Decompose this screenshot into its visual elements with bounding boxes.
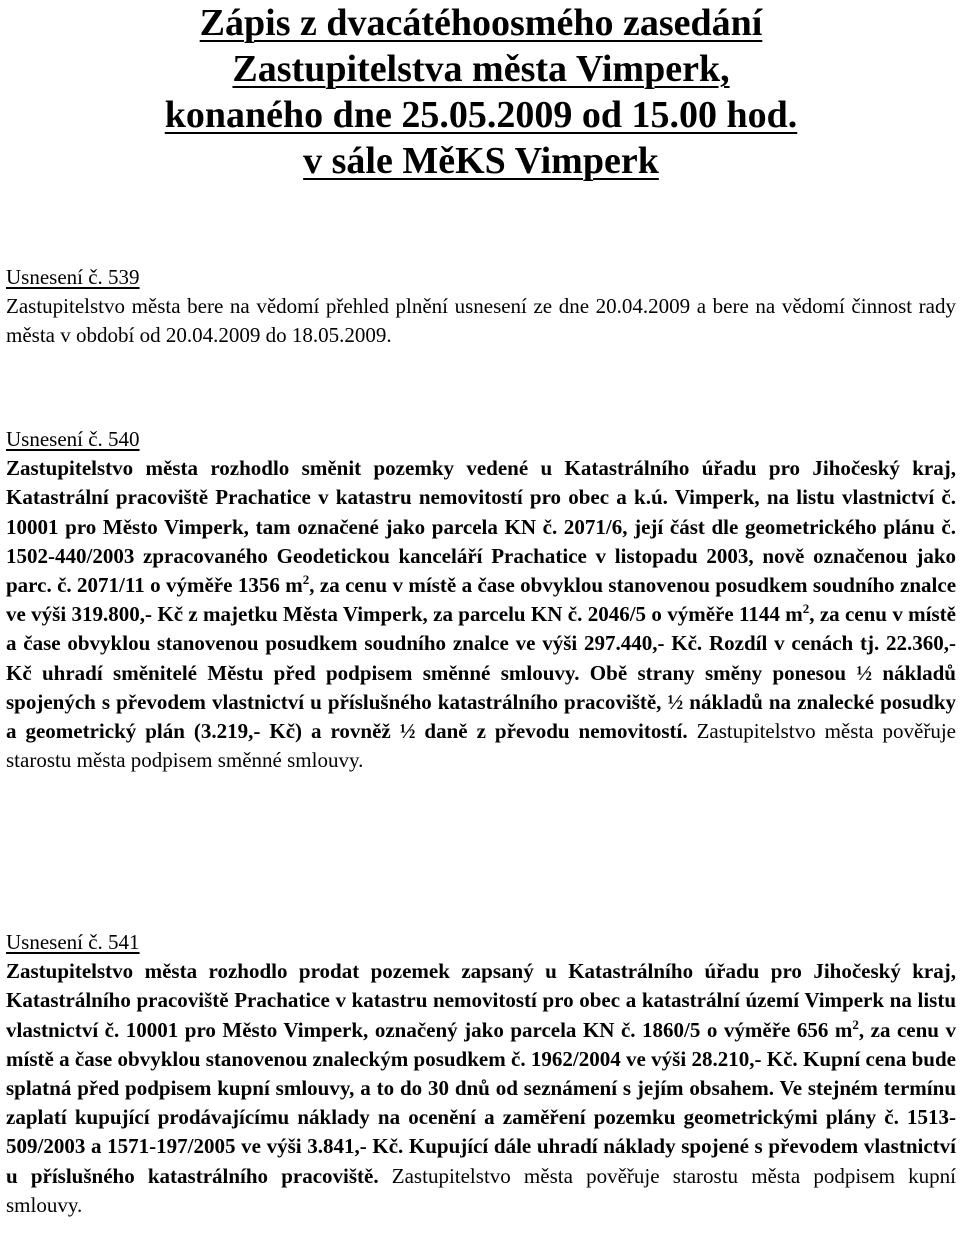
resolution-heading: Usnesení č. 540 [6,427,140,451]
resolution-text: , za cenu v místě a čase obvyklou stanovenou posudkem soudního znalce ve výši 297.440,- Kč. Rozdíl v cenách tj. 22.360,- Kč uhradí směnitelé Městu před podpisem směnné smlouvy. Obě strany směny ponesou ½ nákladů spojených s převodem vlastnictví u příslušného katastrálního pracoviště, ½ nákladů na znalecké posudky a geometrický plán (3.219,- Kč) a rovněž ½ daně z převodu nemovitostí. [6,602,956,744]
resolution-text: Zastupitelstvo města rozhodlo prodat pozemek zapsaný u Katastrálního úřadu pro Jihočeský kraj, Katastrálního pracoviště Prachatice v katastru nemovitostí pro obec a katastrální území Vimperk na listu vlastnictví č. 10001 pro Město Vimperk, označený jako parcela KN č. 1860/5 o výměře 656 m [6,959,956,1042]
resolution-540 [6,425,956,775]
resolution-body [6,454,956,775]
resolution-heading: Usnesení č. 539 [6,265,140,289]
resolution-539 [6,263,956,351]
resolution-body [6,957,956,1220]
title-line-4: v sále MěKS Vimperk [303,140,659,182]
title-line-3: konaného dne 25.05.2009 od 15.00 hod. [164,94,798,136]
resolution-text: Zastupitelstvo města pověřuje starostu města podpisem směnné smlouvy. [6,719,956,773]
resolution-text: Zastupitelstvo města rozhodlo směnit pozemky vedené u Katastrálního úřadu pro Jihočeský kraj, Katastrální pracoviště Prachatice v katastru nemovitostí pro obec a k.ú. Vimperk, na listu vlastnictví č. 10001 pro Město Vimperk, tam označené jako parcela KN č. 2071/6, její část dle geometrického plánu č. 1502-440/2003 zpracovaného Geodetickou kanceláří Prachatice v listopadu 2003, nově označenou jako parc. č. 2071/11 o výměře 1356 m [6,456,956,598]
superscript: 2 [302,572,310,588]
document-title [6,0,956,184]
resolution-text: , za cenu v místě a čase obvyklou stanovenou znaleckým posudkem č. 1962/2004 ve výši 28.210,- Kč. Kupní cena bude splatná před podpisem kupní smlouvy, a to do 30 dnů od seznámení s jejím obsahem. Ve stejném termínu zaplatí kupující prodávajícímu náklady na ocenění a zaměření pozemku geometrickými plány č. 1513-509/2003 a 1571-197/2005 ve výši 3.841,- Kč. Kupující dále uhradí náklady spojené s převodem vlastnictví u příslušného katastrálního pracoviště. [6,1017,956,1188]
document-page [6,0,957,1217]
resolution-body: Zastupitelstvo města bere na vědomí přehled plnění usnesení ze dne 20.04.2009 a bere na vědomí činnost rady města v období od 20.04.2009 do 18.05.2009. [6,294,956,348]
superscript: 2 [852,1016,859,1032]
resolution-heading: Usnesení č. 541 [6,930,140,954]
title-line-2: Zastupitelstva města Vimperk, [232,48,730,90]
title-line-1: Zápis z dvacátéhoosmého zasedání [199,2,763,44]
superscript: 2 [802,601,810,617]
resolution-541 [6,928,956,1220]
resolution-text: Zastupitelstvo města pověřuje starostu města podpisem kupní smlouvy. [6,1163,956,1217]
resolution-text: , za cenu v místě a čase obvyklou stanovenou posudkem soudního znalce ve výši 319.800,- Kč z majetku Města Vimperk, za parcelu KN č. 2046/5 o výměře 1144 m [6,573,957,627]
